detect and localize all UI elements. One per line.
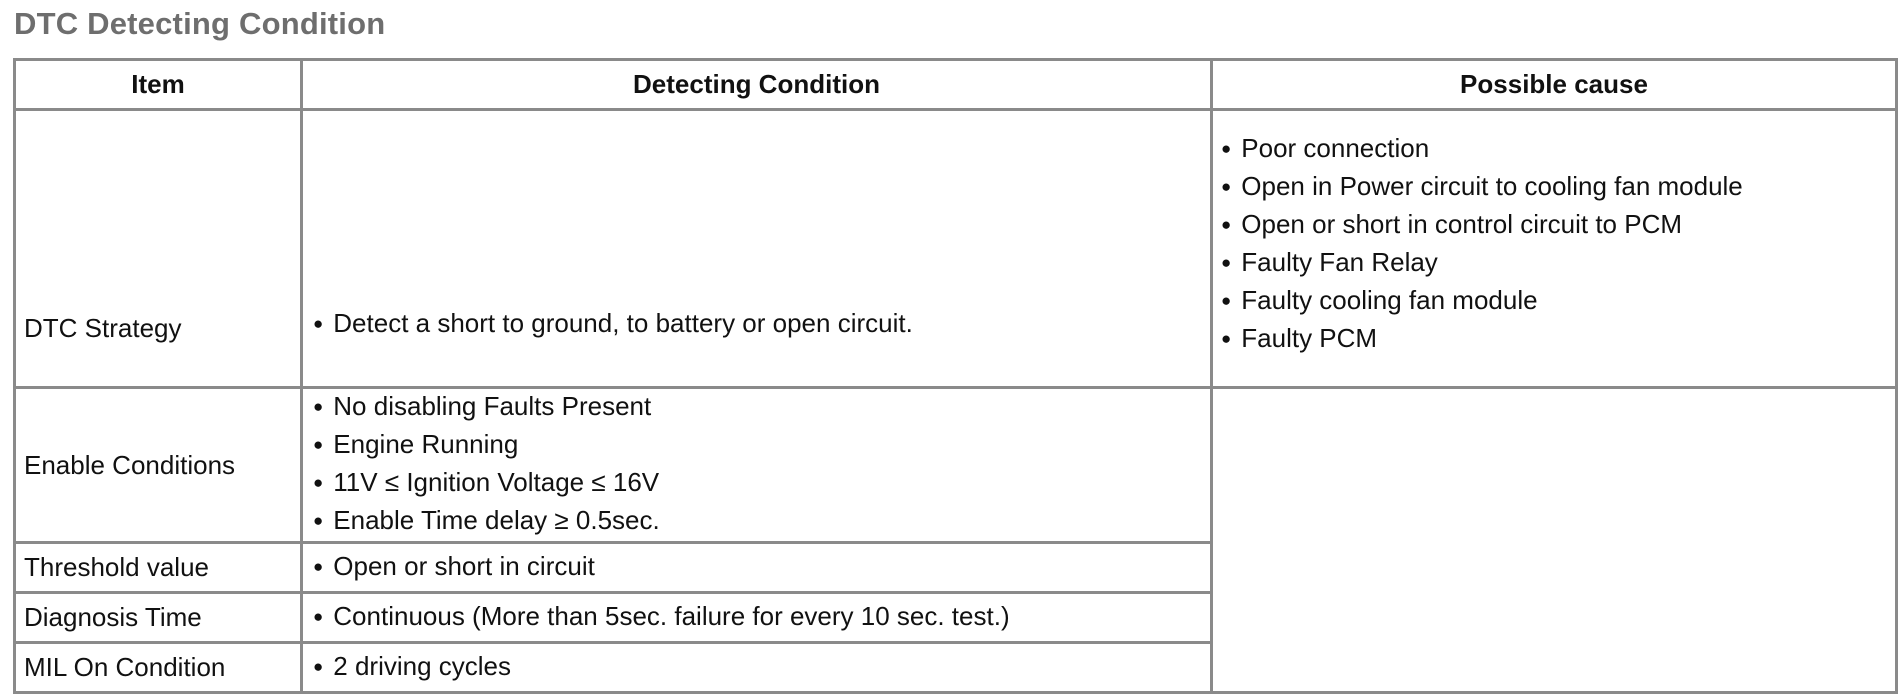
condition-list [313,649,1210,687]
item-dtc-strategy: DTC Strategy [15,110,302,388]
header-item: Item [15,60,302,110]
header-detecting-condition: Detecting Condition [302,60,1212,110]
item-mil-on-condition: MIL On Condition [15,643,302,693]
row-enable-conditions [15,388,1897,543]
condition-list [313,306,1210,344]
header-possible-cause: Possible cause [1212,60,1897,110]
list-item: ● Open or short in circuit [313,549,1210,587]
list-item: ● Faulty Fan Relay [1221,245,1895,283]
list-item: ● Enable Time delay ≥ 0.5sec. [313,503,1210,541]
condition-list [313,389,1210,541]
table-header-row [15,60,1897,110]
possible-cause-cell [1212,110,1897,388]
list-item: ● Open in Power circuit to cooling fan module [1221,169,1895,207]
list-item: ● Faulty cooling fan module [1221,283,1895,321]
condition-dtc-strategy [302,110,1212,388]
list-item: ● Poor connection [1221,131,1895,169]
condition-list [313,549,1210,587]
list-item: ● No disabling Faults Present [313,389,1210,427]
item-diagnosis-time: Diagnosis Time [15,593,302,643]
condition-threshold-value [302,543,1212,593]
condition-diagnosis-time [302,593,1212,643]
condition-enable-conditions [302,388,1212,543]
list-item: ● 2 driving cycles [313,649,1210,687]
condition-list [313,599,1210,637]
list-item: ● Engine Running [313,427,1210,465]
list-item: ● 11V ≤ Ignition Voltage ≤ 16V [313,465,1210,503]
condition-mil-on-condition [302,643,1212,693]
list-item: ● Detect a short to ground, to battery or open circuit. [313,306,1210,344]
list-item: ● Open or short in control circuit to PCM [1221,207,1895,245]
empty-cause-cell [1212,388,1897,693]
dtc-condition-table [13,58,1898,694]
item-threshold-value: Threshold value [15,543,302,593]
page-title: DTC Detecting Condition [14,6,386,41]
list-item: ● Continuous (More than 5sec. failure for every 10 sec. test.) [313,599,1210,637]
list-item: ● Faulty PCM [1221,321,1895,359]
item-enable-conditions: Enable Conditions [15,388,302,543]
possible-cause-list [1221,111,1895,359]
row-dtc-strategy [15,110,1897,388]
